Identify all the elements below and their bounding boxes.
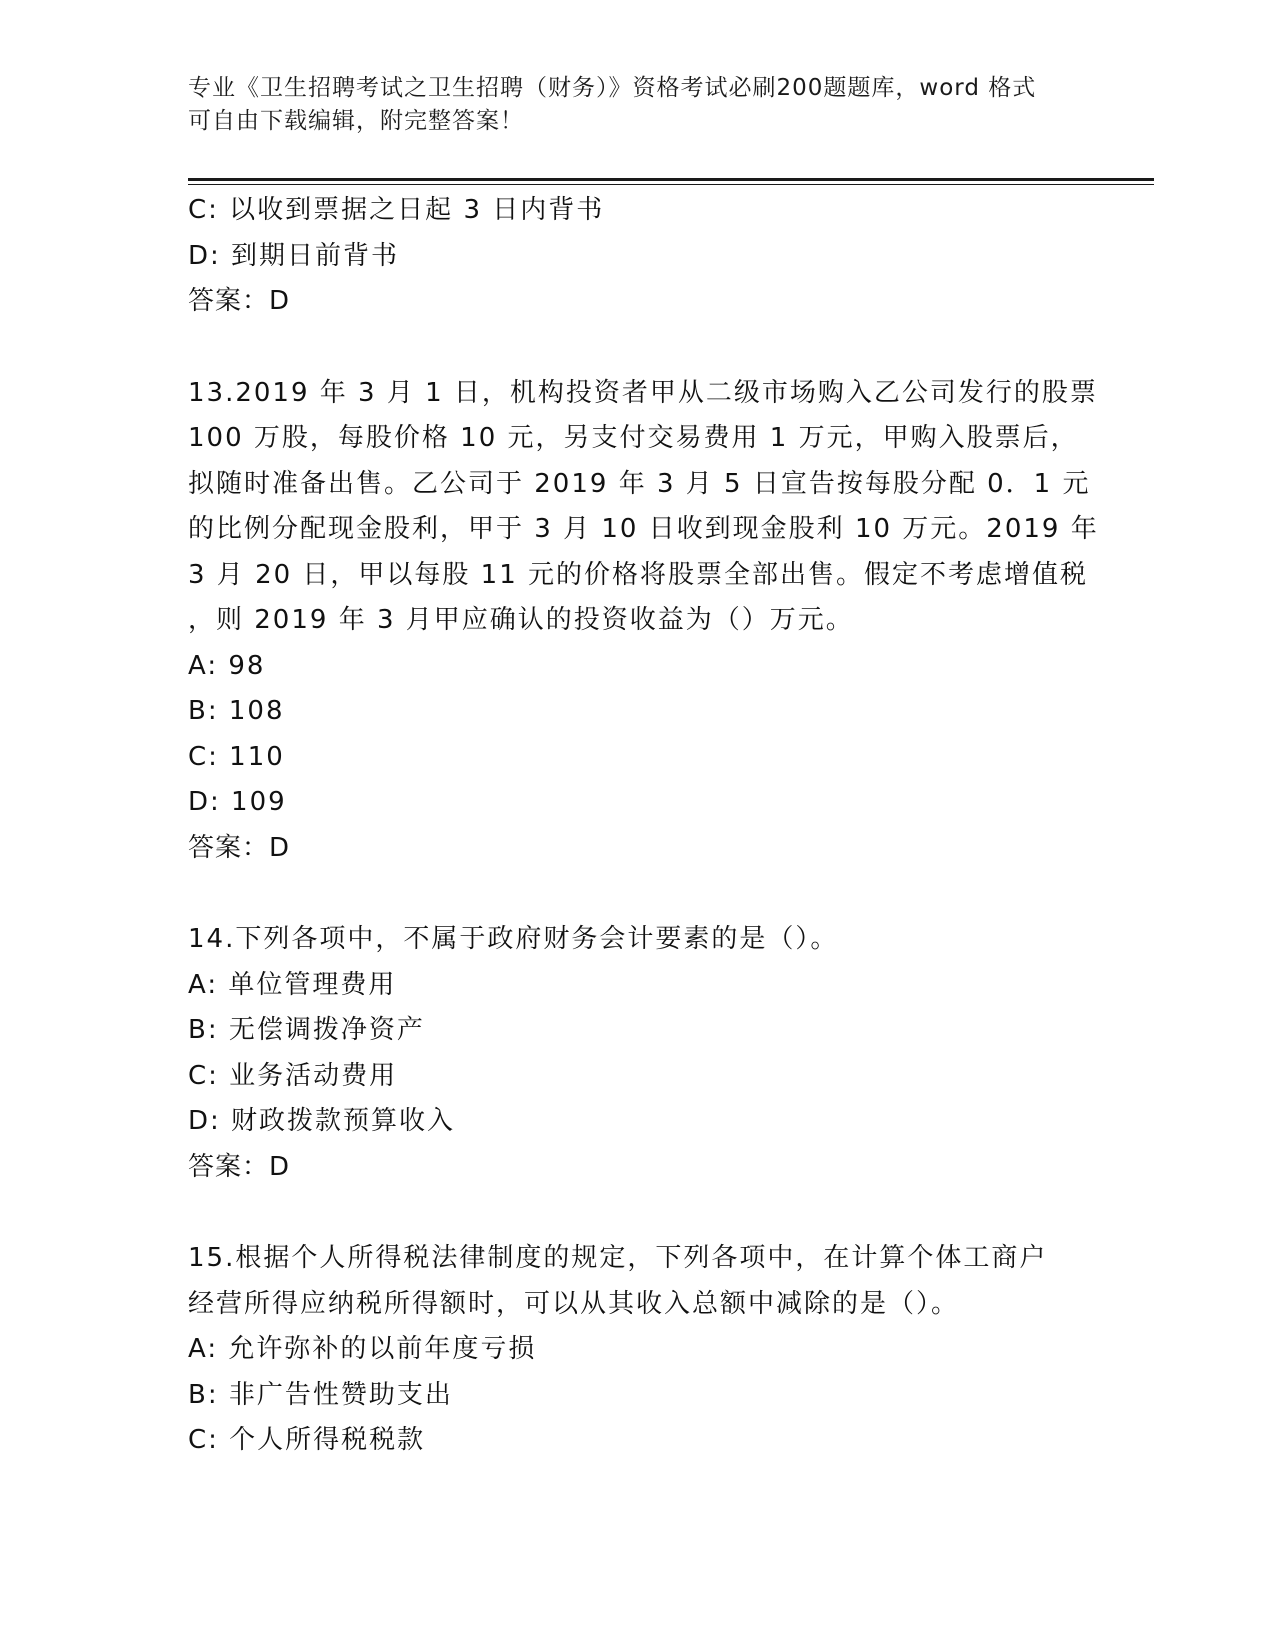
option-c: C: 以收到票据之日起 3 日内背书 [188,195,605,225]
option-d: D: 109 [188,787,287,817]
option-b: B: 无偿调拨净资产 [188,1015,425,1045]
option-b: B: 非广告性赞助支出 [188,1379,453,1410]
document-header [188,72,1068,138]
option-b: B: 108 [188,696,285,726]
question-stem-line: 13.2019 年 3 月 1 日，机构投资者甲从二级市场购入乙公司发行的股票 [188,377,1098,408]
spacer [188,871,1088,917]
question-12-tail [188,188,1088,325]
option-d: D: 财政拨款预算收入 [188,1106,456,1136]
question-stem-line: 经营所得应纳税所得额时，可以从其收入总额中减除的是（）。 [188,1288,960,1319]
option-c: C: 业务活动费用 [188,1060,398,1091]
option-a: A: 单位管理费用 [188,969,397,1000]
question-13 [188,371,1099,872]
question-content [188,188,1099,1464]
answer-line: 答案：D [188,832,291,863]
question-stem-line: 14.下列各项中，不属于政府财务会计要素的是（）。 [188,924,839,954]
answer-line: 答案：D [188,286,291,316]
spacer [188,1190,1088,1236]
question-stem-line: ，则 2019 年 3 月甲应确认的投资收益为（）万元。 [188,605,854,635]
question-stem-line: 15.根据个人所得税法律制度的规定，下列各项中，在计算个体工商户 [188,1243,1048,1273]
question-stem-line: 的比例分配现金股利，甲于 3 月 10 日收到现金股利 10 万元。2019 年 [188,514,1099,544]
option-c: C: 110 [188,741,285,772]
answer-line: 答案：D [188,1151,291,1182]
question-stem-line: 拟随时准备出售。乙公司于 2019 年 3 月 5 日宣告按每股分配 0．1 元 [188,468,1091,499]
option-a: A: 允许弥补的以前年度亏损 [188,1334,537,1364]
question-stem-line: 3 月 20 日，甲以每股 11 元的价格将股票全部出售。假定不考虑增值税 [188,559,1089,590]
option-c: C: 个人所得税税款 [188,1425,426,1455]
header-divider-thick [188,178,1154,181]
question-14 [188,917,1088,1190]
option-d: D: 到期日前背书 [188,240,400,271]
question-stem-line: 100 万股，每股价格 10 元，另支付交易费用 1 万元，甲购入股票后， [188,423,1079,453]
header-line-1: 专业《卫生招聘考试之卫生招聘（财务）》资格考试必刷200题题库，word 格式 [188,75,1037,101]
option-a: A: 98 [188,650,266,681]
header-line-2: 可自由下载编辑，附完整答案！ [188,108,524,134]
header-divider-thin [188,184,1154,185]
spacer [188,325,1088,371]
question-15 [188,1236,1088,1464]
